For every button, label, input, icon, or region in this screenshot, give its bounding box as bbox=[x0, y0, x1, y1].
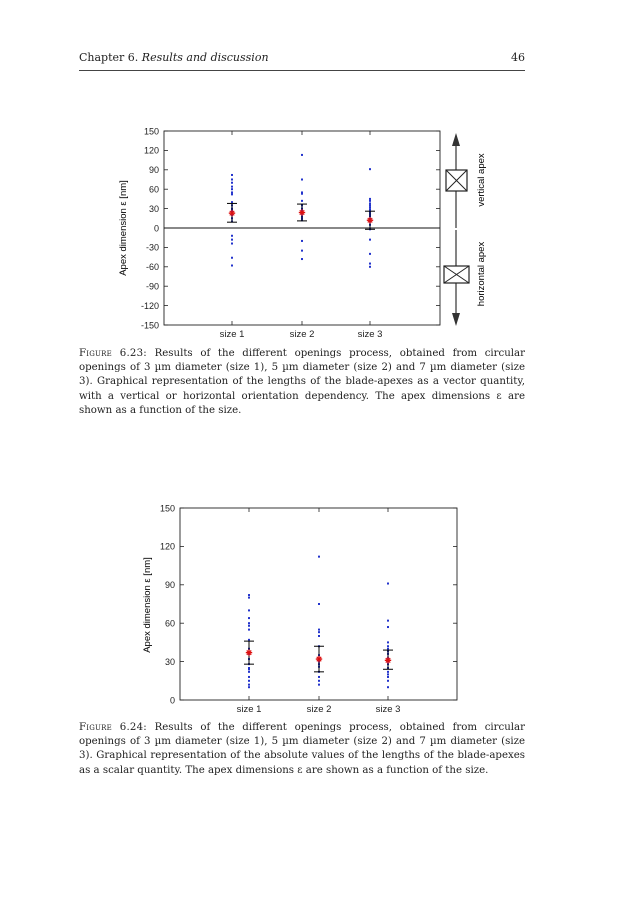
x-tick-label: size 2 bbox=[306, 704, 332, 715]
chapter-title: Chapter 6. Results and discussion bbox=[79, 51, 269, 64]
data-point bbox=[318, 635, 320, 637]
y-tick-label: 30 bbox=[164, 656, 175, 667]
y-tick-label: 90 bbox=[148, 165, 159, 176]
y-tick-label: 0 bbox=[169, 695, 175, 706]
y-tick-label: -30 bbox=[145, 242, 159, 253]
data-point bbox=[387, 648, 389, 650]
data-point bbox=[318, 684, 320, 686]
data-point bbox=[248, 639, 250, 641]
data-point bbox=[318, 556, 320, 558]
y-tick-label: 150 bbox=[159, 503, 175, 514]
data-point bbox=[318, 680, 320, 682]
data-point bbox=[248, 629, 250, 631]
x-tick-label: size 3 bbox=[375, 704, 401, 715]
x-tick-label: size 2 bbox=[289, 329, 315, 340]
y-tick-label: -150 bbox=[140, 320, 159, 331]
data-point bbox=[248, 597, 250, 599]
y-tick-label: 60 bbox=[164, 618, 175, 629]
data-point bbox=[387, 626, 389, 628]
page-number: 46 bbox=[511, 51, 525, 64]
data-point bbox=[248, 625, 250, 627]
data-point bbox=[248, 680, 250, 682]
y-tick-label: 60 bbox=[148, 184, 159, 195]
data-point bbox=[248, 594, 250, 596]
y-tick-label: 90 bbox=[164, 580, 175, 591]
y-tick-label: 0 bbox=[153, 223, 159, 234]
y-tick-label: -120 bbox=[140, 300, 159, 311]
data-point bbox=[248, 609, 250, 611]
caption-text: Results of the different openings process, obtained from circular openings of 3 µm diameter (size 1), 5 µm diameter (size 2) and 7 µm diameter (size 3). Graphical representation of the absolute values of the lengths of the blade-apexes as a scalar quantity. The apex dimensions ε are shown as a function of the size. bbox=[79, 722, 525, 776]
figure-label: Figure 6.23: bbox=[79, 348, 147, 359]
x-tick-label: size 1 bbox=[236, 704, 262, 715]
data-point bbox=[248, 671, 250, 673]
data-point bbox=[318, 631, 320, 633]
horizontal-apex-label: horizontal apex bbox=[476, 241, 487, 307]
data-point bbox=[248, 676, 250, 678]
data-point bbox=[387, 676, 389, 678]
data-point bbox=[318, 676, 320, 678]
data-point bbox=[248, 684, 250, 686]
data-point bbox=[248, 622, 250, 624]
data-point bbox=[387, 673, 389, 675]
data-point bbox=[387, 680, 389, 682]
data-point bbox=[387, 583, 389, 585]
y-tick-label: -90 bbox=[145, 281, 159, 292]
data-point bbox=[248, 617, 250, 619]
data-point bbox=[387, 671, 389, 673]
figure-6-24-caption bbox=[79, 721, 525, 778]
caption-text: Results of the different openings process, obtained from circular openings of 3 µm diameter (size 1), 5 µm diameter (size 2) and 7 µm diameter (size 3). Graphical representation of the lengths of the blade-apexes as a vector quantity, with a vertical or horizontal orientation dependency. The apex dimensions ε are shown as a function of the size. bbox=[79, 348, 525, 416]
x-tick-label: size 1 bbox=[219, 329, 245, 340]
data-point bbox=[387, 641, 389, 643]
figure-label: Figure 6.24: bbox=[79, 722, 147, 733]
x-tick-label: size 3 bbox=[357, 329, 383, 340]
data-point bbox=[318, 629, 320, 631]
y-tick-label: 120 bbox=[143, 145, 159, 156]
data-point bbox=[248, 668, 250, 670]
data-point bbox=[318, 603, 320, 605]
data-point bbox=[387, 686, 389, 688]
y-tick-label: 120 bbox=[159, 541, 175, 552]
data-point bbox=[248, 686, 250, 688]
y-axis-label: Apex dimension ε [nm] bbox=[142, 557, 153, 653]
y-tick-label: 150 bbox=[143, 126, 159, 137]
vertical-apex-label: vertical apex bbox=[476, 153, 487, 207]
y-tick-label: 30 bbox=[148, 203, 159, 214]
y-axis-label: Apex dimension ε [nm] bbox=[118, 180, 129, 276]
data-point bbox=[387, 620, 389, 622]
y-tick-label: -60 bbox=[145, 262, 159, 273]
data-point bbox=[387, 645, 389, 647]
